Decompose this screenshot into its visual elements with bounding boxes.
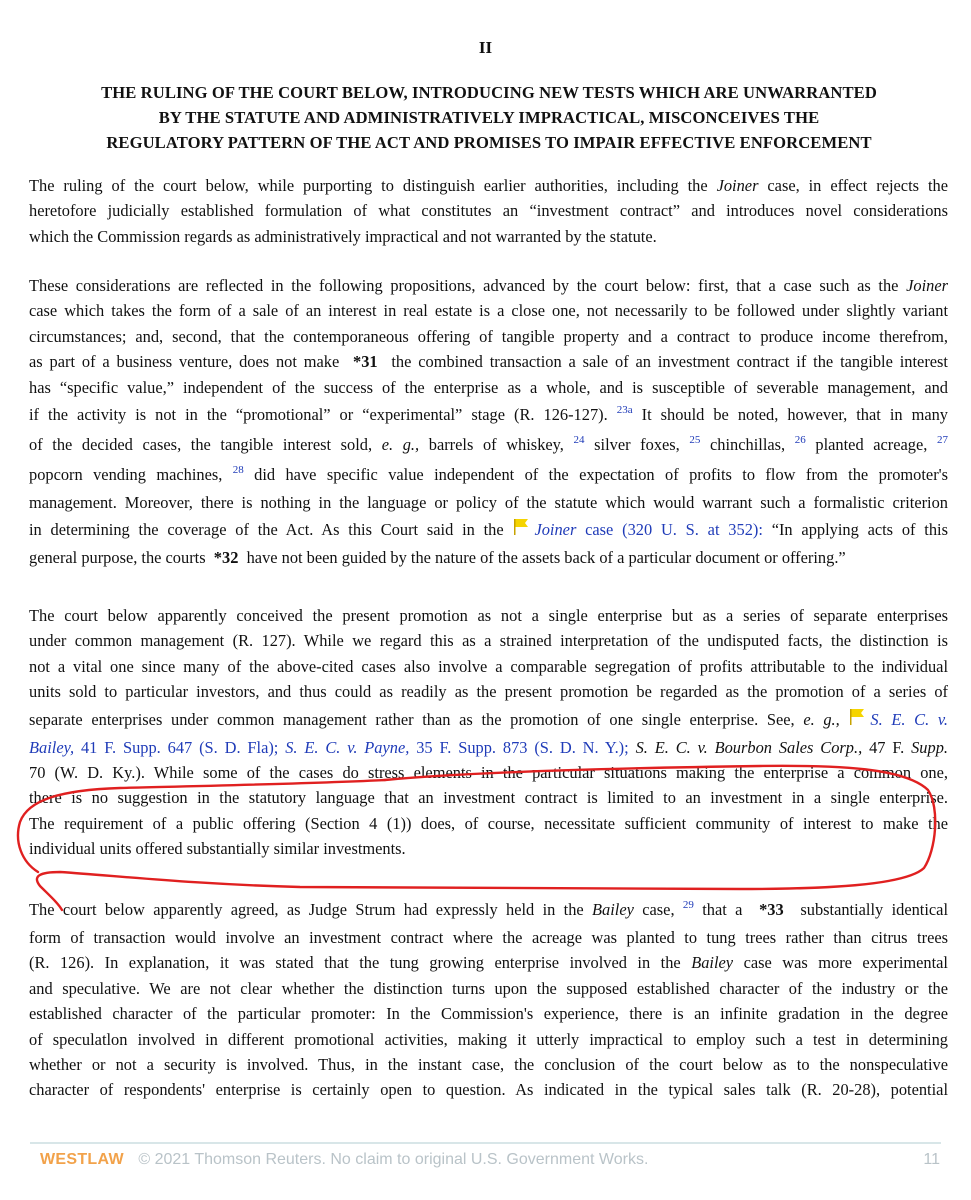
text-line: has “specific value,” independent of the success of the enterprise as a whole, and is susceptible of severable management, and — [29, 377, 948, 397]
copyright-notice: © 2021 Thomson Reuters. No claim to original U.S. Government Works. — [138, 1151, 649, 1168]
text: The ruling of the court below, while purporting to distinguish earlier authorities, including the — [29, 176, 708, 195]
signal: e. g., — [803, 709, 840, 729]
text: as part of a business venture, does not make — [29, 352, 340, 372]
text: of the decided cases, the tangible interest sold, — [29, 435, 373, 455]
text: in determining the coverage of the Act. As this Court said in the — [29, 520, 504, 540]
text: case was more experimental — [743, 953, 948, 973]
case-link-bailey[interactable]: S. E. C. v. — [870, 709, 948, 729]
section-number: II — [478, 38, 493, 57]
text: barrels of whiskey, — [428, 435, 564, 455]
heading-line: BY THE STATUTE AND ADMINISTRATIVELY IMPRACTICAL, MISCONCEIVES THE — [158, 108, 820, 127]
text-line: of speculatlon involved in different promotional activities, making it utterly impractical to employ such a test in determining — [29, 1029, 948, 1049]
footnote-link-24[interactable]: 24 — [573, 434, 585, 447]
case-name: Joiner — [906, 276, 948, 295]
text: the combined transaction a sale of an investment contract if the tangible interest — [391, 352, 948, 372]
case-link-bailey[interactable]: Bailey, — [29, 737, 75, 757]
text: It should be noted, however, that in many — [641, 405, 948, 425]
text-line: units sold to particular investors, and thus could as readily as the present promotion be regarded as the promotion of a series of — [29, 682, 948, 702]
text: The court below apparently agreed, as Judge Strum had expressly held in the — [29, 900, 584, 919]
westlaw-logo: WESTLAW — [40, 1151, 124, 1168]
citation-link[interactable]: 41 F. Supp. 647 (S. D. Fla); — [80, 737, 279, 757]
text-line: whether or not a security is involved. Thus, in the instant case, the conclusion of the court below as to the nonspeculative — [29, 1055, 948, 1075]
page-number: 11 — [923, 1151, 940, 1168]
text: separate enterprises under common management rather than as the promotion of one single enterprise. See, — [29, 709, 795, 729]
heading-line: REGULATORY PATTERN OF THE ACT AND PROMISES TO IMPAIR EFFECTIVE ENFORCEMENT — [106, 133, 872, 152]
text-line: established character of the particular promoter: In the Commission's experience, there is an infinite gradation in the degree — [29, 1004, 948, 1024]
case-name: Bailey — [592, 900, 634, 919]
text: (R. 126). In explanation, it was stated that the tung growing enterprise involved in the — [29, 953, 681, 973]
text-line: circumstances; and, second, that the contemporaneous offering of tangible property and a contract to produce income therefrom, — [29, 326, 948, 346]
case-name: Joiner — [716, 176, 759, 195]
text-line: The requirement of a public offering (Section 4 (1)) does, of course, necessitate sufficient community of interest to make the — [29, 813, 948, 833]
case-link-joiner[interactable]: Joiner — [534, 520, 577, 540]
text: case, — [642, 900, 675, 919]
text: These considerations are reflected in the following propositions, advanced by the court below: first, that a case such as the — [29, 276, 899, 295]
text-line: 70 (W. D. Ky.). While some of the cases do stress elements in the particular situations making the enterprise a common one, — [29, 763, 948, 783]
text: silver foxes, — [594, 435, 680, 455]
heading-line: THE RULING OF THE COURT BELOW, INTRODUCING NEW TESTS WHICH ARE UNWARRANTED — [101, 83, 877, 102]
text: substantially identical — [800, 900, 948, 919]
text-line: case which takes the form of a sale of an interest in real estate is a close one, not necessarily to be followed under slightly variant — [29, 301, 948, 321]
text: Supp. — [911, 737, 948, 757]
citation-link[interactable]: case (320 U. S. at 352): — [585, 520, 763, 540]
case-name: Bailey — [691, 953, 734, 973]
section-heading — [40, 80, 938, 155]
paragraph-2 — [29, 273, 948, 571]
text-line: character of respondents' enterprise is certainly open to question. As indicated in the typical sales talk (R. 20-28), potential — [29, 1080, 948, 1100]
citation-link[interactable]: 35 F. Supp. 873 (S. D. N. Y.); — [416, 737, 629, 757]
case-link-payne[interactable]: S. E. C. v. Payne, — [285, 737, 410, 757]
page-footer — [40, 1151, 940, 1169]
flag-icon[interactable] — [512, 518, 530, 536]
signal: e. g., — [381, 435, 420, 455]
text: case, in effect rejects the — [767, 176, 948, 195]
footnote-link-25[interactable]: 25 — [689, 434, 701, 447]
text-line: under common management (R. 127). While we regard this as a strained interpretation of the undisputed facts, the distinction is — [29, 631, 948, 651]
text: 47 F. — [869, 737, 905, 757]
footnote-link-26[interactable]: 26 — [794, 434, 806, 447]
text: have not been guided by the nature of the assets back of a particular document or offering.” — [246, 548, 846, 568]
text-line: and speculative. We are not clear whether the distinction turns upon the supposed established character of the industry or the — [29, 978, 948, 998]
paragraph-4 — [29, 895, 948, 1103]
star-page-32: *32 — [213, 548, 239, 568]
text-line: there is no suggestion in the statutory language that an investment contract is limited to an investment in a single enterprise. — [29, 788, 948, 808]
text-line: The court below apparently conceived the present promotion as not a single enterprise but as a series of separate enterprises — [29, 606, 948, 625]
footnote-link-28[interactable]: 28 — [232, 464, 244, 477]
case-name: S. E. C. v. Bourbon Sales Corp., — [635, 737, 863, 757]
text: if the activity is not in the “promotional” or “experimental” stage (R. 126-127). — [29, 405, 608, 425]
text: that a — [702, 900, 743, 919]
text-line: heretofore judicially established formulation of what constitutes an “investment contract” and introduces novel considerations — [29, 201, 948, 221]
footnote-link-29[interactable]: 29 — [682, 899, 694, 911]
text: chinchillas, — [710, 435, 786, 455]
text: general purpose, the courts — [29, 548, 206, 568]
paragraph-3 — [29, 603, 948, 862]
text: “In applying acts of this — [771, 520, 948, 540]
footnote-link-27[interactable]: 27 — [937, 434, 948, 447]
star-page-33: *33 — [759, 900, 784, 919]
paragraph-1 — [29, 173, 948, 249]
text-line: individual units offered substantially similar investments. — [29, 839, 406, 859]
footnote-link-23a[interactable]: 23a — [616, 404, 633, 417]
text: planted acreage, — [815, 435, 928, 455]
text-line: management. Moreover, there is nothing in the language or policy of the statute which would warrant such a formalistic criterion — [29, 493, 948, 513]
text-line: form of transaction would involve an investment contract where the acreage was planted to tung trees rather than citrus trees — [29, 928, 948, 947]
text: did have specific value independent of the expectation of profits to flow from the promoter's — [254, 465, 948, 485]
flag-icon[interactable] — [848, 708, 866, 726]
star-page-31: *31 — [353, 352, 378, 372]
text-line: which the Commission regards as administratively impractical and not warranted by the statute. — [29, 226, 657, 246]
text: popcorn vending machines, — [29, 465, 223, 485]
footer-divider — [30, 1142, 941, 1144]
text-line: not a vital one since many of the above-cited cases also involve a comparable segregation of profits attributable to the individual — [29, 656, 948, 676]
